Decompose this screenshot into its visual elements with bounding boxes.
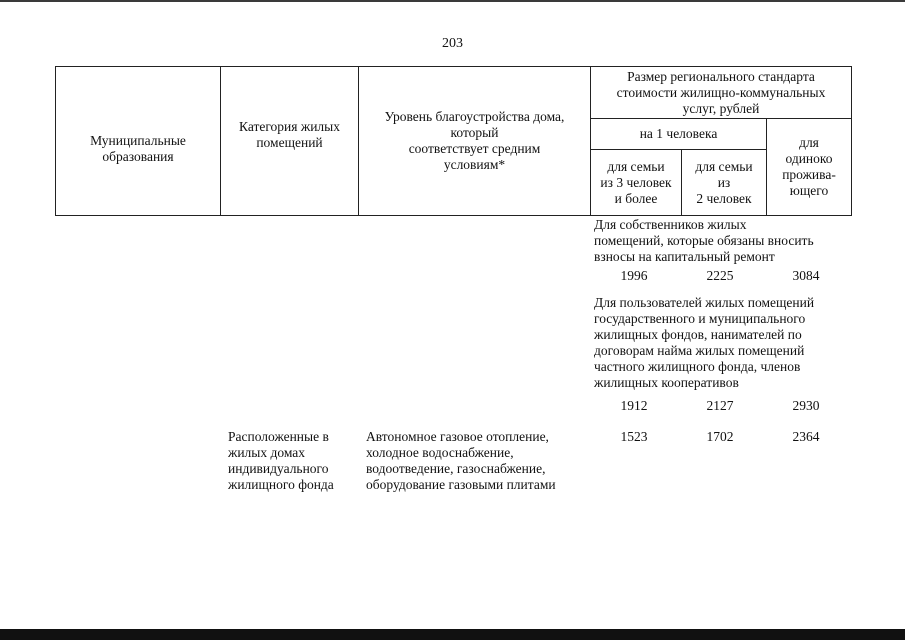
users-value-single: 2930 — [792, 398, 820, 413]
header-family2: для семьи из 2 человек — [695, 158, 753, 206]
header-family3-cell — [591, 150, 681, 215]
header-standard-cell — [591, 67, 851, 118]
header-per-person-cell — [591, 119, 766, 149]
top-border — [0, 0, 905, 2]
owners-value-single: 3084 — [792, 268, 820, 283]
users-value-family3: 1912 — [620, 398, 648, 413]
individual-value-family3: 1523 — [620, 429, 648, 444]
header-family2-cell — [682, 150, 766, 215]
header-per-person: на 1 человека — [639, 126, 718, 141]
header-border-right — [851, 66, 852, 216]
owners-value-family3: 1996 — [620, 268, 648, 283]
header-standard: Размер регионального стандарта стоимости жилищно-коммунальных услуг, рублей — [616, 68, 826, 116]
bottom-border — [0, 629, 905, 640]
individual-category: Расположенные в жилых домах индивидуального жилищного фонда — [228, 429, 334, 492]
header-border-bottom — [55, 215, 852, 216]
header-single: для одиноко прожива- ющего — [782, 135, 836, 198]
header-family3: для семьи из 3 человек и более — [600, 158, 672, 206]
owners-label: Для собственников жилых помещений, которые обязаны вносить взносы на капитальный ремонт — [594, 217, 814, 264]
header-level: Уровень благоустройства дома, который соответствует средним условиям* — [384, 109, 565, 172]
owners-value-family2: 2225 — [706, 268, 734, 283]
table-header — [55, 66, 852, 216]
header-category: Категория жилых помещений — [239, 119, 340, 150]
header-municipal-cell — [56, 114, 220, 184]
users-value-family2: 2127 — [706, 398, 734, 413]
individual-level: Автономное газовое отопление, холодное водоснабжение, водоотведение, газоснабжение, оборудование газовыми плитами — [366, 429, 556, 492]
users-label: Для пользователей жилых помещений государственного и муниципального жилищных фондов, нанимателей по договорам найма жилых помещений частного жилищного фонда, членов жилищных кооперативов — [594, 295, 815, 390]
header-level-cell — [359, 102, 590, 180]
header-single-cell — [767, 119, 851, 215]
header-category-cell — [221, 100, 358, 170]
individual-value-family2: 1702 — [706, 429, 734, 444]
header-municipal: Муниципальные образования — [90, 133, 186, 164]
individual-value-single: 2364 — [792, 429, 820, 444]
page-number: 203 — [442, 36, 463, 51]
